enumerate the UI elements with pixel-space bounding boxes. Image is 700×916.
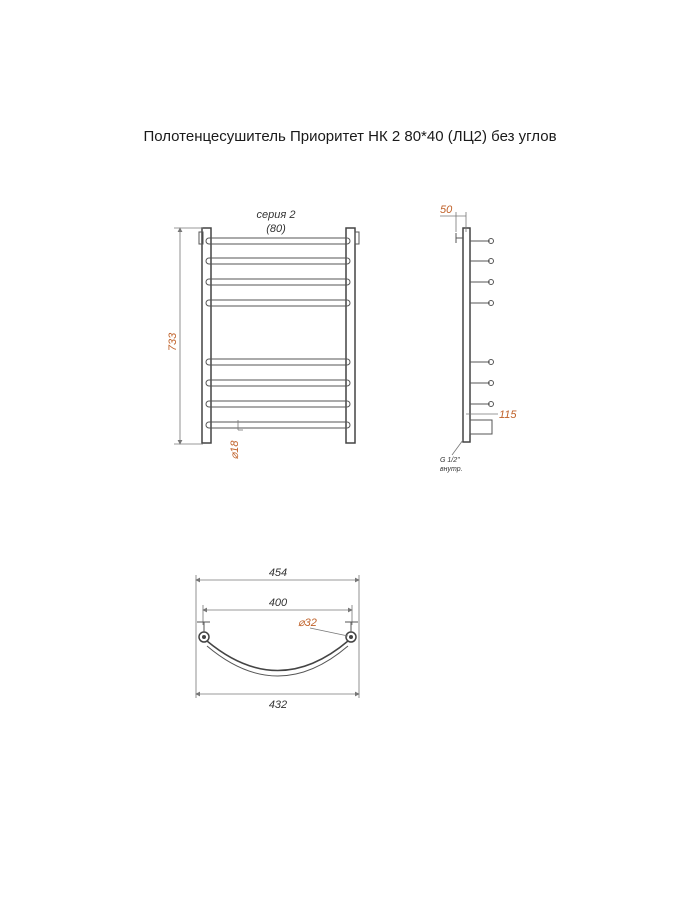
side-view — [440, 204, 517, 473]
offset-dimension — [466, 409, 517, 421]
left-collector — [199, 228, 211, 443]
overall-width-dimension — [196, 567, 359, 580]
series-label: серия 2 — [256, 209, 296, 221]
rung — [206, 422, 350, 428]
right-collector — [346, 228, 359, 443]
rung — [206, 359, 350, 365]
top-view — [196, 567, 359, 711]
bottom-connection — [470, 420, 492, 434]
rungs — [206, 238, 350, 428]
pipe-dim-label: ⌀18 — [229, 440, 241, 460]
bottom-width-label: 432 — [268, 699, 288, 711]
depth-dimension — [440, 204, 466, 232]
overall-width-label: 454 — [268, 567, 288, 579]
rung — [206, 300, 350, 306]
rung — [206, 380, 350, 386]
rung-stubs — [470, 239, 494, 407]
rung — [206, 258, 350, 264]
rung — [206, 238, 350, 244]
pipe-diameter-dimension — [229, 420, 243, 459]
front-view — [167, 209, 359, 459]
page-title: Полотенцесушитель Приоритет НК 2 80*40 (ЛЦ2) без углов — [143, 128, 557, 145]
rung — [206, 279, 350, 285]
center-distance-dimension — [203, 597, 352, 610]
offset-dim-label: 115 — [499, 409, 517, 421]
curved-rung — [207, 641, 348, 671]
height-dim-label: 733 — [167, 332, 179, 352]
rung — [206, 401, 350, 407]
bottom-width-dimension — [196, 694, 359, 711]
center-distance-label: 400 — [268, 597, 288, 609]
height-dimension — [167, 228, 203, 444]
thread-label: G 1/2" — [440, 457, 460, 464]
thread-sub-label: внутр. — [440, 466, 463, 473]
depth-dim-label: 50 — [440, 204, 453, 216]
series-sub-label: (80) — [266, 223, 286, 235]
tube-diameter-label: ⌀32 — [298, 617, 317, 629]
side-collector — [463, 228, 470, 442]
